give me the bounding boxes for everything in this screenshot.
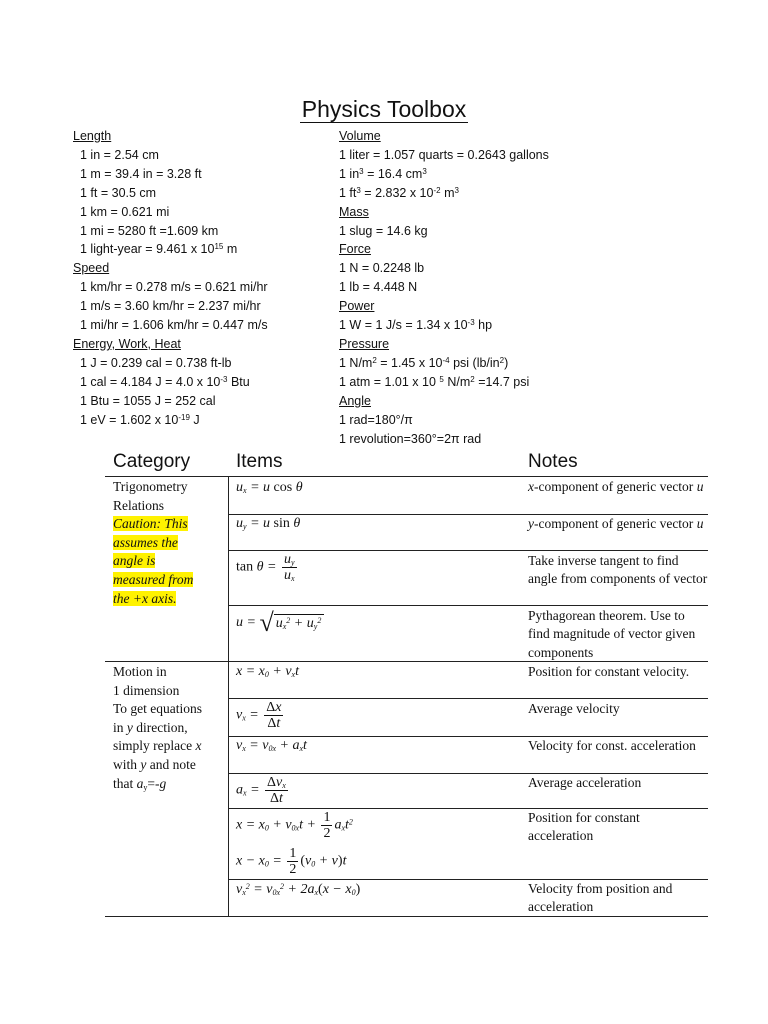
energy-line: 1 cal = 4.184 J = 4.0 x $10^{-3}$ Btu xyxy=(80,374,250,389)
speed-line: 1 mi/hr = 1.606 km/hr = 0.447 m/s xyxy=(80,318,268,333)
note-pythagorean: Pythagorean theorem. Use to find magnitude of vector given components xyxy=(528,608,696,660)
equation-velocity-const-accel: $v_x = v_{0x} + a_xt$ xyxy=(236,738,307,753)
table-divider xyxy=(228,476,229,916)
table-header-category: Category xyxy=(113,451,191,472)
length-line: 1 mi = 5280 ft =1.609 km xyxy=(80,223,219,238)
heading-angle: Angle xyxy=(339,393,371,408)
pressure-line: 1 $N/m^2 = 1.45$ x $10^{-4}$ psi $(lb/in^2)$ xyxy=(339,355,509,370)
heading-length: Length xyxy=(73,129,112,143)
length-line: 1 km = 0.621 mi xyxy=(80,204,170,219)
equation-tan: tan θ = $\frac{u_y}{u_x}$ xyxy=(236,552,295,583)
category-motion: Motion in 1 dimension To get equations in y direction, simply replace x with y and note that $a_y=-g$ xyxy=(113,664,203,792)
equation-displacement-average: $x - x_0$ = $\frac{1}{2}$ $(v_0 + v)t$ xyxy=(236,846,347,877)
power-line: 1 W = 1 J/s = 1.34 x $10^{-3}$ hp xyxy=(339,318,493,333)
force-line: 1 lb = 4.448 N xyxy=(339,280,418,295)
energy-line: 1 J = 0.239 cal = 0.738 ft-lb xyxy=(80,355,232,370)
mass-line: 1 slug = 14.6 kg xyxy=(339,223,428,238)
note-average-acceleration: Average acceleration xyxy=(528,775,642,790)
heading-volume: Volume xyxy=(339,129,381,143)
equation-velocity-squared: $v_x^2 = v_{0x}^2 + 2a_x(x - x_0)$ xyxy=(236,882,361,897)
heading-mass: Mass xyxy=(339,204,369,219)
volume-line: 1 $ft^3 = 2.832$ x $10^{-2}$ $m^3$ xyxy=(339,185,459,200)
conversions-left xyxy=(73,127,268,430)
table-rule xyxy=(105,476,708,477)
energy-line: 1 eV = 1.602 x $10^{-19}$ J xyxy=(80,412,200,427)
pressure-line: 1 atm = 1.01 x 10 $^5$ $N/m^2 =14.7$ psi xyxy=(339,374,530,389)
equation-uy: $u_y = u$ sin θ xyxy=(236,516,301,531)
volume-line: 1 $in^3 = 16.4$ $cm^3$ xyxy=(339,166,427,181)
category-trigonometry: Trigonometry Relations Caution: This assumes the angle is measured from the +x axis. xyxy=(113,478,193,608)
light-year-line: 1 light-year = 9.461 x $10^{15}$ m xyxy=(80,242,238,257)
table-rule xyxy=(228,698,708,699)
note-average-velocity: Average velocity xyxy=(528,701,620,716)
equation-average-acceleration: $a_x$ = $\frac{\Delta v_x}{\Delta t}$ xyxy=(236,775,286,806)
note-inverse-tangent: Take inverse tangent to find angle from components of vector xyxy=(528,553,708,587)
table-rule xyxy=(228,605,708,606)
angle-line: 1 rad=180°/π xyxy=(339,412,413,427)
conversions-right xyxy=(339,127,549,448)
table-rule xyxy=(228,550,708,551)
note-y-component: y-component of generic vector u xyxy=(528,516,704,531)
note-position-const-accel: Position for constant acceleration xyxy=(528,810,640,844)
note-x-component: x-component of generic vector u xyxy=(528,479,704,494)
heading-power: Power xyxy=(339,299,375,314)
speed-line: 1 km/hr = 0.278 m/s = 0.621 mi/hr xyxy=(80,280,268,295)
force-line: 1 N = 0.2248 lb xyxy=(339,261,425,276)
speed-line: 1 m/s = 3.60 km/hr = 2.237 mi/hr xyxy=(80,299,261,314)
heading-speed: Speed xyxy=(73,261,110,276)
angle-line: 1 revolution=360°=2π rad xyxy=(339,431,482,446)
length-line: 1 in = 2.54 cm xyxy=(80,147,159,162)
table-header-items: Items xyxy=(236,451,283,472)
length-line: 1 m = 39.4 in = 3.28 ft xyxy=(80,166,202,181)
length-line: 1 ft = 30.5 cm xyxy=(80,185,157,200)
energy-line: 1 Btu = 1055 J = 252 cal xyxy=(80,393,216,408)
heading-force: Force xyxy=(339,242,371,257)
volume-line: 1 liter = 1.057 quarts = 0.2643 gallons xyxy=(339,147,549,162)
table-header-notes: Notes xyxy=(528,451,578,472)
equation-position-const-accel: $x = x_0 + v_{0x}t$ + $\frac{1}{2}$ $a_xt^2$ xyxy=(236,810,353,841)
page-title: Physics Toolbox xyxy=(301,96,467,122)
equation-position-const-velocity: $x = x_0 + v_xt$ xyxy=(236,664,299,679)
heading-pressure: Pressure xyxy=(339,336,390,351)
equation-magnitude: u = √ $u_x^2 + u_y^2$ xyxy=(236,612,324,634)
equation-average-velocity: $v_x$ = $\frac{\Delta x}{\Delta t}$ xyxy=(236,700,282,731)
note-velocity-const-accel: Velocity for const. acceleration xyxy=(528,738,696,753)
note-velocity-from-position: Velocity from position and acceleration xyxy=(528,881,673,915)
heading-energy: Energy, Work, Heat xyxy=(73,336,181,351)
note-position-const-velocity: Position for constant velocity. xyxy=(528,664,690,679)
equation-ux: $u_x = u$ cos θ xyxy=(236,480,303,495)
caution-note: Caution: This assumes the angle is measured from the +x axis. xyxy=(113,516,194,606)
